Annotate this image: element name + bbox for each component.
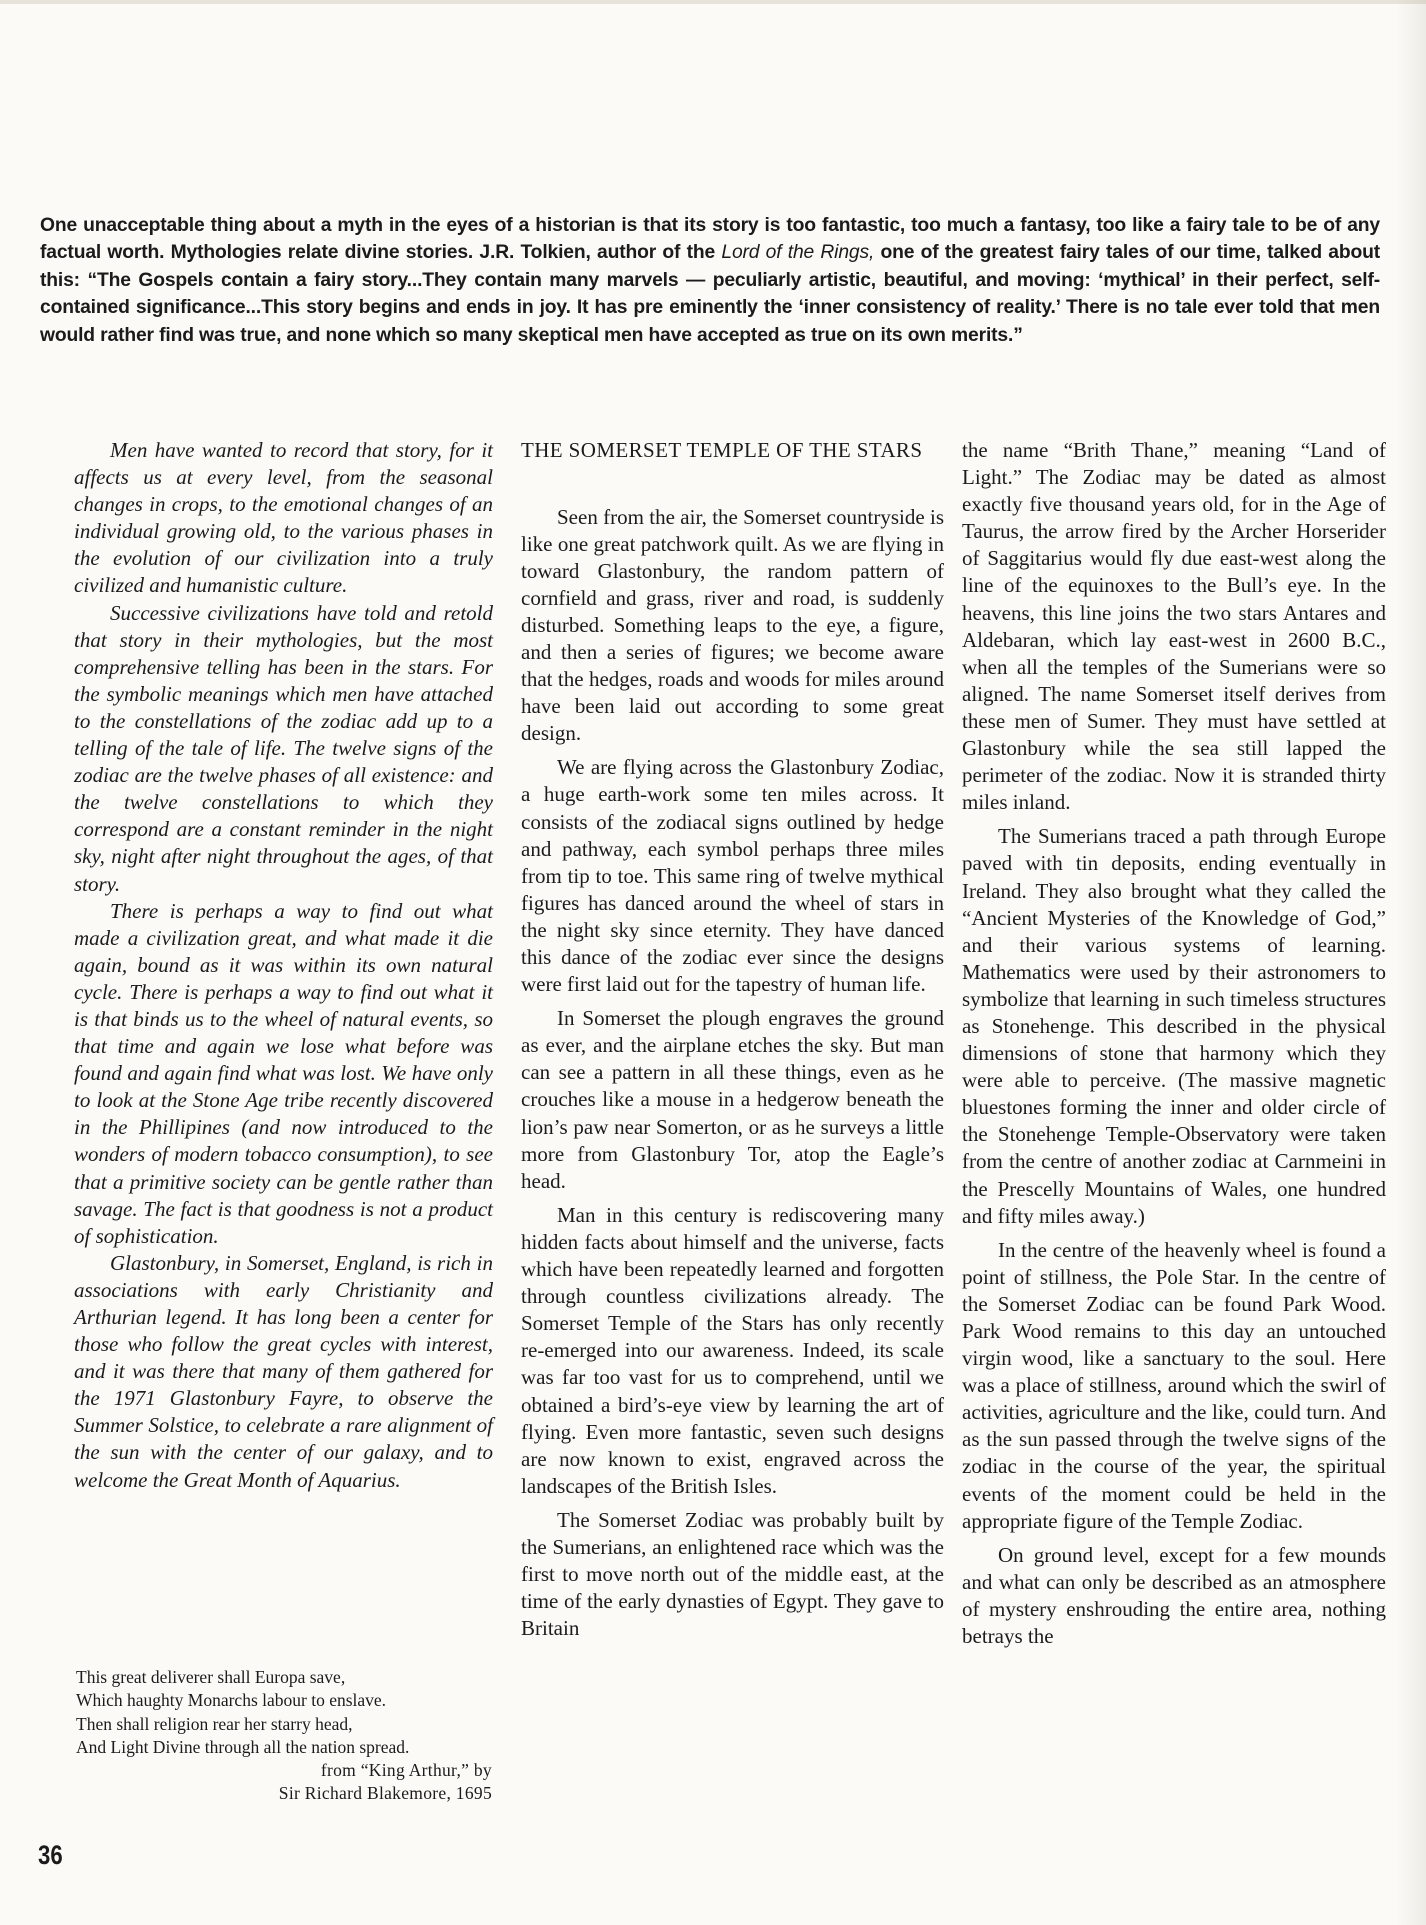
col1-paragraph-1: Men have wanted to record that story, for it affects us at every level, from the seasonal changes in crops, to the emotional changes of an individual growing old, to the various phases in the evolution of our civilization into a truly civilized and humanistic culture.	[74, 438, 493, 598]
poem-author: Sir Richard Blakemore, 1695	[278, 1783, 492, 1804]
poem-line-4: And Light Divine through all the nation spread.	[76, 1736, 410, 1757]
poem-line-2: Which haughty Monarchs labour to enslave.	[76, 1690, 387, 1711]
column-middle	[521, 437, 944, 1642]
col3-paragraph-4: On ground level, except for a few mounds and what can only be described as an atmosphere of mystery enshrouding the entire area, nothing betrays the	[962, 1542, 1386, 1649]
col3-paragraph-1: the name “Brith Thane,” meaning “Land of Light.” The Zodiac may be dated as almost exactly five thousand years old, for in the Age of Taurus, the arrow fired by the Archer Horserider of Saggitarius would fly due east-west along the line of the equinoxes to the Bull’s eye. In the heavens, this line joins the two stars Antares and Aldebaran, which lay east-west in 2600 B.C., when all the temples of the Sumerians were so aligned. The name Somerset itself derives from these men of Sumer. They must have settled at Glastonbury while the sea still lapped the perimeter of the zodiac. Now it is stranded thirty miles inland.	[962, 438, 1386, 815]
intro-paragraph	[40, 212, 1380, 349]
poem-line-1: This great deliverer shall Europa save,	[76, 1667, 346, 1687]
col2-paragraph-4: Man in this century is rediscovering many hidden facts about himself and the universe, facts which have been repeatedly learned and forgotten through countless civilizations already. The Somerset Temple of the Stars has only recently re-emerged into our awareness. Indeed, its scale was far too vast for us to comprehend, until we obtained a bird’s-eye view by learning the art of flying. Even more fantastic, seven such designs are now known to exist, engraved across the landscapes of the British Isles.	[521, 1202, 944, 1498]
page-binding-shadow	[1396, 0, 1426, 1925]
column-left	[74, 437, 493, 1494]
section-heading: THE SOMERSET TEMPLE OF THE STARS	[521, 438, 923, 462]
page-top-edge	[0, 0, 1426, 4]
intro-text-part1: One unacceptable thing about a myth in the eyes of a historian is that its story is too fantastic, too much a fantasy, too like a fairy tale to be of any factual worth. Mythologies relate divine stories. J.R. Tolkien, author of the	[40, 215, 1380, 264]
col3-paragraph-3: In the centre of the heavenly wheel is found a point of stillness, the Pole Star. In the centre of the Somerset Zodiac can be found Park Wood. Park Wood remains to this day an untouched virgin wood, like a sanctuary to the soul. Here was a place of stillness, around which the swirl of activities, agriculture and the like, could turn. And as the sun passed through the twelve signs of the zodiac in the course of the year, the spiritual events of the moment could be held in the appropriate figure of the Temple Zodiac.	[962, 1237, 1386, 1533]
poem-line-3: Then shall religion rear her starry head,	[76, 1713, 353, 1734]
intro-book-title: Lord of the Rings,	[721, 242, 875, 264]
col2-paragraph-1: Seen from the air, the Somerset countryside is like one great patchwork quilt. As we are flying in toward Glastonbury, the random pattern of cornfield and grass, river and road, is suddenly disturbed. Something leaps to the eye, a figure, and then a series of figures; we become aware that the hedges, roads and woods for miles around have been laid out according to some great design.	[521, 504, 944, 746]
column-right	[962, 437, 1386, 1650]
col1-paragraph-2: Successive civilizations have told and retold that story in their mythologies, but the most comprehensive telling has been in the stars. For the symbolic meanings which men have attached to the constellations of the zodiac add up to a telling of the tale of life. The twelve signs of the zodiac are the twelve phases of all existence: and the twelve constellations to which they correspond are a constant reminder in the night sky, night after night throughout the ages, of that story.	[74, 600, 493, 896]
col1-paragraph-4: Glastonbury, in Somerset, England, is rich in associations with early Christianity and Arthurian legend. It has long been a center for those who follow the great cycles with interest, and it was there that many of them gathered for the 1971 Glastonbury Fayre, to observe the Summer Solstice, to celebrate a rare alignment of the sun with the center of our galaxy, and to welcome the Great Month of Aquarius.	[74, 1250, 493, 1492]
page-number: 36	[38, 1840, 63, 1870]
poem-source: from “King Arthur,” by	[320, 1760, 492, 1781]
intro-quote-block	[40, 212, 1380, 349]
col3-paragraph-2: The Sumerians traced a path through Europe paved with tin deposits, ending eventually in Ireland. They also brought what they called the “Ancient Mysteries of the Knowledge of God,” and their various systems of learning. Mathematics were used by their astronomers to symbolize that learning in such timeless structures as Stonehenge. This described in the physical dimensions of stone that harmony which they were able to perceive. (The massive magnetic bluestones forming the inner and older circle of the Stonehenge Temple-Observatory were taken from the centre of another zodiac at Carnmeini in the Prescelly Mountains of Wales, one hundred and fifty miles away.)	[962, 824, 1386, 1228]
intro-text-part2: one of the greatest fairy tales of our time, talked about this: “The Gospels contain a fairy story...They contain many marvels — peculiarly artistic, beautiful, and moving: ‘mythical’ in their perfect, self-contained significance...This story begins and ends in joy. It has pre eminently the ‘inner consistency of reality.’ There is no tale ever told that men would rather find was true, and none which so many skeptical men have accepted as true on its own merits.”	[40, 242, 1381, 346]
col2-paragraph-3: In Somerset the plough engraves the ground as ever, and the airplane etches the sky. But man can see a pattern in all these things, even as he crouches like a mouse in a hedgerow beneath the lion’s paw near Somerton, or as he surveys a little more from Glastonbury Tor, atop the Eagle’s head.	[521, 1006, 944, 1193]
col1-paragraph-3: There is perhaps a way to find out what made a civilization great, and what made it die again, bound as it was within its own natural cycle. There is perhaps a way to find out what it is that binds us to the wheel of natural events, so that time and again we lose what before was found and again find what was lost. We have only to look at the Stone Age tribe recently discovered in the Phillipines (and now introduced to the wonders of modern tobacco consumption), to see that a primitive society can be gentle rather than savage. The fact is that goodness is not a product of sophistication.	[74, 898, 493, 1248]
col2-paragraph-2: We are flying across the Glastonbury Zodiac, a huge earth-work some ten miles across. It consists of the zodiacal signs outlined by hedge and pathway, each symbol perhaps three miles from tip to toe. This same ring of twelve mythical figures has danced around the wheel of stars in the night sky since eternity. They have danced this dance of the zodiac ever since the designs were first laid out for the tapestry of human life.	[521, 755, 944, 997]
poem-epigraph	[76, 1666, 492, 1806]
col2-paragraph-5: The Somerset Zodiac was probably built by the Sumerians, an enlightened race which was the first to move north out of the middle east, at the time of the early dynasties of Egypt. They gave to Britain	[521, 1507, 944, 1641]
